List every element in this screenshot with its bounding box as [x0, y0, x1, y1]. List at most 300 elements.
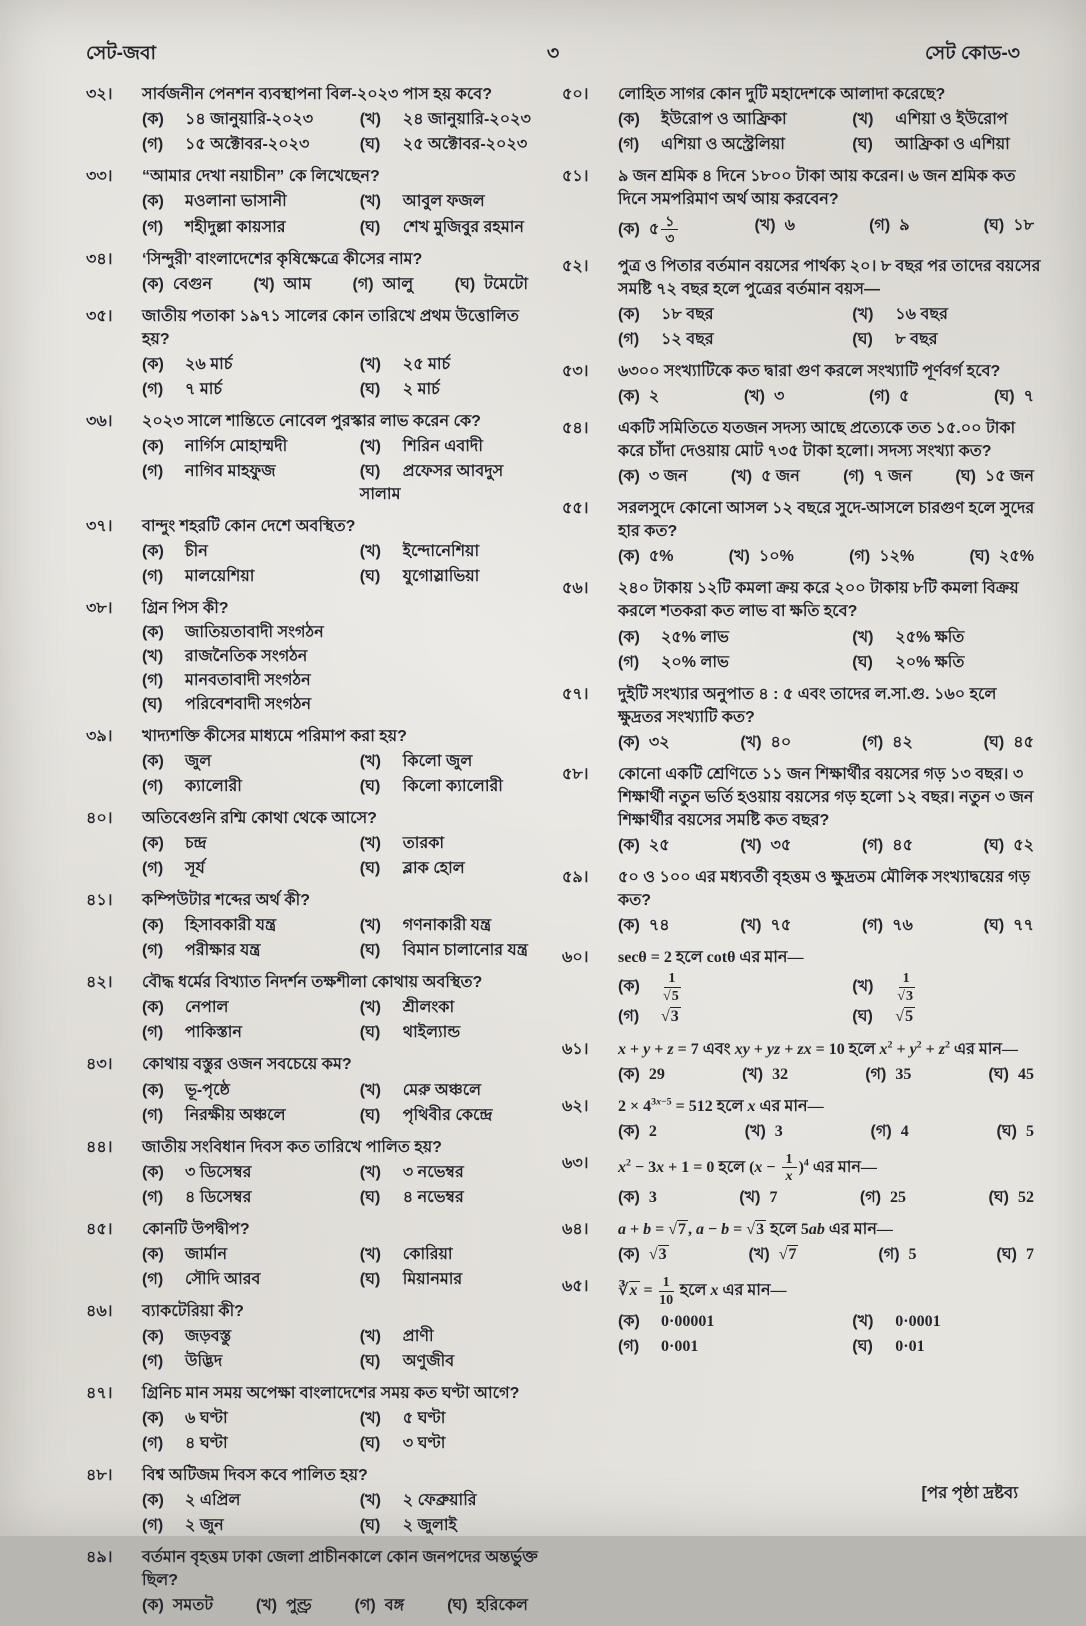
option-label: (গ) [142, 672, 164, 690]
question-stem: খাদ্যশক্তি কীসের মাধ্যমে পরিমাপ করা হয়? [142, 728, 407, 746]
question [86, 515, 538, 589]
option-label: (ক) [618, 628, 640, 646]
question [562, 497, 1044, 569]
option-label: (ক) [142, 1409, 164, 1427]
option [852, 1005, 1044, 1028]
question [562, 683, 1044, 755]
option-list [142, 995, 538, 1045]
option-text: ৫% [648, 548, 674, 566]
option-label: (খ) [142, 648, 164, 666]
question-body [618, 417, 1044, 489]
question-stem: কোনো একটি শ্রেণিতে ১১ জন শিক্ষার্থীর বয়সের গড় ১৩ বছর। ৩ শিক্ষার্থী নতুন ভর্তি হওয়ায় বয়সের গড় হলো ১২ বছর। নতুন ৩ জন শিক্ষার্থীর বয়সের সমষ্টি কত বছর? [618, 765, 1034, 829]
question-stem: লোহিত সাগর কোন দুটি মহাদেশকে আলাদা করেছে? [618, 86, 946, 104]
option-label: (ক) [142, 275, 164, 293]
option-text: মেরু অঞ্চলে [402, 1081, 482, 1099]
option-text: ৭ জন [873, 468, 913, 486]
option [618, 1063, 665, 1086]
option-label: (গ) [878, 1246, 900, 1264]
option-list [142, 189, 538, 239]
option-label: (গ) [618, 331, 640, 349]
option [862, 914, 913, 937]
option-text: টমেটো [484, 275, 528, 293]
option-text: সৌদি আরব [185, 1270, 261, 1288]
option-label: (গ) [142, 218, 164, 236]
question-body [618, 763, 1044, 858]
option-text: 45 [1017, 1065, 1034, 1083]
option-label: (গ) [869, 216, 891, 234]
option-list [142, 1324, 538, 1374]
option-label: (গ) [618, 1337, 640, 1355]
option-text: ১২ বছর [661, 331, 714, 349]
option-label: (ঘ) [852, 653, 873, 671]
question [562, 165, 1044, 247]
option-text: ৬ ঘণ্টা [185, 1409, 228, 1427]
option-text: ৮ বছর [895, 331, 938, 349]
option-text: ২৪ জানুয়ারি-২০২৩ [402, 111, 531, 129]
option-label: (ঘ) [359, 462, 381, 480]
option [360, 1243, 538, 1266]
option-list [142, 107, 538, 157]
option-list [142, 1593, 538, 1618]
question-stem: x + y + z = 7 এবং xy + yz + zx = 10 হলে $x^2 + y^2 + z^2$ এর মান— [618, 1039, 1018, 1058]
question [86, 725, 538, 799]
option [142, 857, 360, 880]
option-label: (গ) [142, 778, 164, 796]
option-label: (খ) [852, 977, 874, 995]
option [871, 1120, 909, 1143]
option-label: (গ) [862, 733, 884, 751]
option-label: (ঘ) [359, 1434, 381, 1452]
option-text [895, 969, 917, 1004]
option [360, 190, 538, 213]
option-text: চীন [185, 542, 208, 560]
option-text: ৬ [784, 216, 796, 234]
option-text: 0·0001 [895, 1312, 941, 1330]
option-text: শেখ মুজিবুর রহমান [402, 218, 524, 236]
question [562, 763, 1044, 858]
option-list [618, 730, 1044, 755]
option-text: ৩ জন [648, 468, 688, 486]
option-label: (ক) [142, 193, 164, 211]
option [360, 1021, 538, 1044]
option-text: ১২% [879, 548, 915, 566]
option-label: (খ) [743, 388, 765, 406]
option-label: (ক) [618, 1312, 640, 1330]
question-stem: ব্যাকটেরিয়া কী? [142, 1302, 244, 1320]
question-number: ৬৩। [562, 1154, 589, 1172]
option-label: (ক) [618, 1246, 640, 1264]
question-number: ৪২। [86, 974, 113, 992]
question-number: ৪০। [86, 810, 113, 828]
option [142, 435, 360, 458]
question-body [142, 889, 538, 963]
question-number: ৩৪। [86, 250, 113, 268]
option-list [142, 749, 538, 799]
option [360, 108, 538, 131]
question-stem: কোথায় বস্তুর ওজন সবচেয়ে কম? [142, 1056, 352, 1074]
option-label: (ঘ) [983, 733, 1005, 751]
question-body [618, 83, 1044, 157]
option [142, 460, 360, 506]
option-text: ২৫ মার্চ [402, 355, 451, 373]
question-stem: অতিবেগুনি রশ্মি কোথা থেকে আসে? [142, 810, 377, 828]
option-text: বেগুন [172, 275, 212, 293]
question-stem: কোনটি উপদ্বীপ? [142, 1220, 250, 1238]
option-label: (ঘ) [359, 860, 381, 878]
option-text: এশিয়া ও ইউরোপ [895, 111, 1008, 129]
option-text: ক্যালোরী [185, 778, 242, 796]
question-body [142, 515, 538, 589]
option-text: শ্রীলংকা [402, 999, 455, 1017]
option [731, 465, 800, 488]
option-label: (ঘ) [359, 942, 381, 960]
option [360, 857, 538, 880]
option [142, 378, 360, 401]
option-text: ৫ [899, 388, 910, 406]
option-label: (খ) [741, 1065, 764, 1083]
question-number: ৫৭। [562, 685, 589, 703]
option-text: ৪২ [892, 733, 913, 751]
option-list [618, 1242, 1044, 1267]
option-text: ২ মার্চ [402, 380, 440, 398]
option-label: (খ) [359, 542, 381, 560]
option-label: (ক) [142, 355, 164, 373]
option [360, 1407, 538, 1430]
question-number: ৪৯। [86, 1549, 113, 1567]
option [618, 1310, 852, 1333]
option-text: ভূ-পৃষ্ঠে [185, 1081, 230, 1099]
option-label: (খ) [359, 1327, 381, 1345]
option-text: 3 [774, 1122, 783, 1140]
question [86, 1464, 538, 1538]
option-label: (ঘ) [359, 1517, 381, 1535]
question-columns [0, 71, 1086, 1626]
question [562, 577, 1044, 674]
option-label: (ক) [618, 1189, 640, 1207]
question-stem: সরলসুদে কোনো আসল ১২ বছরে সুদে-আসলে চারগুণ হলে সুদের হার কত? [618, 500, 1035, 541]
option [142, 216, 360, 239]
option-text: পুণ্ড্র [286, 1597, 312, 1615]
option-text: ৪ ঘণ্টা [185, 1434, 228, 1452]
option-label: (ঘ) [359, 1270, 381, 1288]
option-label: (ঘ) [983, 216, 1005, 234]
option [360, 1104, 538, 1127]
option-text [661, 969, 683, 1004]
question-number: ৬৫। [562, 1278, 589, 1296]
option-list [618, 464, 1044, 489]
option-label: (ক) [142, 542, 164, 560]
option-text: ৯ [899, 216, 910, 234]
option-label: (ঘ) [359, 1024, 381, 1042]
cube-root: ∛x [618, 1282, 638, 1300]
option [142, 775, 360, 798]
option-label: (ক) [142, 917, 164, 935]
option-text: প্রাণী [402, 1327, 434, 1345]
option-text: মানবতাবাদী সংগঠন [185, 672, 311, 690]
option-label: (ক) [618, 306, 640, 324]
question-stem: বান্দুং শহরটি কোন দেশে অবস্থিত? [142, 517, 356, 535]
option [142, 273, 212, 296]
option-label: (গ) [142, 1024, 164, 1042]
question-stem: secθ = 2 হলে cotθ এর মান— [618, 948, 804, 966]
option-list [142, 1406, 538, 1456]
question [562, 866, 1044, 938]
question-number: ৪৫। [86, 1220, 113, 1238]
option-list [618, 107, 1044, 157]
option [740, 731, 791, 754]
option [360, 540, 538, 563]
option-label: (গ) [859, 1189, 882, 1207]
option-text: 52 [1018, 1189, 1034, 1207]
option-list [618, 1062, 1044, 1087]
option [852, 651, 1044, 674]
option-text: ২৫% ক্ষতি [895, 628, 965, 646]
option [739, 1186, 777, 1209]
option [618, 1243, 669, 1266]
option [969, 545, 1034, 568]
option-text: ৩ নভেম্বর [402, 1163, 464, 1181]
option-label: (ক) [142, 111, 164, 129]
page-header [0, 0, 1086, 71]
option [352, 273, 413, 296]
option-label: (গ) [868, 388, 891, 406]
option [142, 621, 538, 644]
option-label: (গ) [142, 942, 164, 960]
option-text: ৫ জন [761, 468, 800, 486]
option-text: ৭৬ [892, 916, 913, 934]
question [562, 1275, 1044, 1359]
question-body [142, 971, 538, 1045]
option-text: জাতিয়তাবাদী সংগঠন [185, 623, 324, 641]
option-label: (ঘ) [359, 218, 381, 236]
option-text: ২ এপ্রিল [185, 1491, 241, 1509]
option [618, 626, 852, 649]
option [142, 1325, 360, 1348]
option-text: ৩ [773, 388, 785, 406]
question-number: ৫৬। [562, 580, 589, 598]
option-list [142, 1160, 538, 1210]
option-text: ৪৫ [892, 836, 913, 854]
option [142, 1104, 360, 1127]
option-label: (গ) [618, 1008, 640, 1026]
option-label: (খ) [739, 1189, 761, 1207]
option-text: শহীদুল্লা কায়সার [185, 218, 286, 236]
option-label: (ঘ) [996, 1246, 1017, 1264]
option-text: যুগোস্লাভিয়া [402, 567, 480, 585]
option-text: ২০% ক্ষতি [895, 653, 965, 671]
option-label: (ঘ) [852, 136, 873, 154]
option-text: 35 [895, 1065, 912, 1083]
option-text: ২ ফেব্রুয়ারি [402, 1491, 477, 1509]
option-text: ১৫ জন [984, 468, 1034, 486]
question-body [142, 410, 538, 507]
option-list [142, 539, 538, 589]
option-text: 25 [890, 1189, 907, 1207]
option-list [618, 544, 1044, 569]
option [253, 273, 311, 296]
option-label: (খ) [359, 999, 381, 1017]
question-stem: বর্তমান বৃহত্তম ঢাকা জেলা প্রাচীনকালে কোন জনপদের অন্তর্ভুক্ত ছিল? [142, 1549, 538, 1590]
option [360, 1432, 538, 1455]
option-label: (ঘ) [852, 1337, 873, 1355]
option-label: (ক) [618, 733, 640, 751]
option-text: সমতট [172, 1597, 214, 1615]
question-body [142, 1218, 538, 1292]
square-root: √3 [746, 1221, 765, 1239]
question-number: ৪৬। [86, 1302, 113, 1320]
question-body [142, 807, 538, 881]
option-label: (ঘ) [994, 388, 1015, 406]
option-label: (খ) [359, 753, 381, 771]
option [749, 1243, 799, 1266]
question-stem: বৌদ্ধ ধর্মের বিখ্যাত নিদর্শন তক্ষশীলা কোথায় অবস্থিত? [142, 974, 483, 992]
option [984, 731, 1034, 754]
option-label: (খ) [744, 1122, 766, 1140]
question-body [618, 946, 1044, 1030]
option-text: ১৪ জানুয়ারি-২০২৩ [185, 111, 314, 129]
option-text: থাইল্যান্ড [402, 1024, 461, 1042]
option [360, 460, 538, 506]
option [142, 353, 360, 376]
option-text: ২৫ অক্টোবর-২০২৩ [402, 136, 528, 154]
option-text: ৩ ঘণ্টা [402, 1434, 446, 1452]
question-number: ৬৪। [562, 1221, 589, 1239]
option-text: আবুল ফজল [402, 193, 485, 211]
question [86, 305, 538, 402]
option [618, 108, 852, 131]
option-label: (খ) [359, 1409, 381, 1427]
option [618, 971, 852, 1004]
question-stem: ২০২৩ সালে শান্তিতে নোবেল পুরস্কার লাভ করেন কে? [142, 412, 481, 430]
option-label: (খ) [740, 733, 762, 751]
question-number: ৪৩। [86, 1056, 113, 1074]
option [360, 1489, 538, 1512]
question-number: ৫৪। [562, 420, 589, 438]
option-label: (ক) [142, 1081, 164, 1099]
option-text: ৭৫ [770, 916, 792, 934]
option [256, 1594, 312, 1617]
option-text: কিলো ক্যালোরী [402, 778, 503, 796]
option-list [618, 625, 1044, 675]
option-label: (খ) [852, 111, 874, 129]
option [142, 540, 360, 563]
option [360, 832, 538, 855]
option-label: (গ) [142, 136, 164, 154]
option [360, 1268, 538, 1291]
option [984, 834, 1034, 857]
option-text: জার্মান [185, 1245, 228, 1263]
option-text: নার্গিস মোহাম্মদী [185, 437, 288, 455]
option [360, 1186, 538, 1209]
question-stem: ৯ জন শ্রমিক ৪ দিনে ১৮০০ টাকা আয় করেন। ৬ জন শ্রমিক কত দিনে সমপরিমাণ অর্থ আয় করবেন? [618, 168, 1016, 209]
fraction: $\frac{1}{√3}$ [897, 969, 914, 1004]
option-label: (ঘ) [988, 1065, 1009, 1083]
question-number: ৫৮। [562, 765, 589, 783]
option-label: (খ) [359, 835, 381, 853]
option [740, 834, 791, 857]
question-body [618, 165, 1044, 247]
option [360, 216, 538, 239]
square-root: √7 [778, 1246, 797, 1264]
option-label: (ঘ) [447, 1597, 468, 1615]
option-text: নাগিব মাহফুজ [185, 462, 276, 480]
question-number: ৬২। [562, 1097, 589, 1115]
option-text: ২ জুলাই [402, 1517, 457, 1535]
question-number: ৩৯। [86, 728, 113, 746]
option [142, 996, 360, 1019]
question [86, 1546, 538, 1618]
option-text: সূর্য [185, 860, 205, 878]
option [360, 914, 538, 937]
option-label: (ঘ) [955, 468, 976, 486]
option [360, 378, 538, 401]
option-text: প্রফেসর আবদুস সালাম [359, 462, 504, 503]
option-text: ৭৭ [1013, 916, 1034, 934]
option-label: (খ) [748, 1246, 770, 1264]
question-number: ৪৭। [86, 1384, 113, 1402]
option [988, 1186, 1034, 1209]
option [618, 1186, 657, 1209]
question [86, 1382, 538, 1456]
option-text: জুল [185, 753, 212, 771]
option-text: হিসাবকারী যন্ত্র [185, 917, 277, 935]
option-text [895, 1007, 915, 1025]
page-footer [922, 1482, 1019, 1506]
question-stem: দুইটি সংখ্যার অনুপাত ৪ : ৫ এবং তাদের ল.সা.গু. ১৬০ হলে ক্ষুদ্রতর সংখ্যাটি কত? [618, 685, 997, 726]
option-text: ৭ [1023, 388, 1034, 406]
square-root: √3 [648, 1246, 667, 1264]
option [618, 1005, 852, 1028]
option [142, 565, 360, 588]
option [142, 1161, 360, 1184]
option-text: নিরক্ষীয় অঞ্চলে [185, 1106, 286, 1124]
option [852, 1335, 1044, 1358]
option [869, 385, 910, 408]
question-body [142, 83, 538, 157]
page-number: ৩ [546, 43, 560, 64]
option-list [142, 352, 538, 402]
option-label: (গ) [142, 1106, 164, 1124]
option-label: (গ) [142, 1352, 164, 1370]
question-body [618, 866, 1044, 938]
question-stem: জাতীয় সংবিধান দিবস কত তারিখে পালিত হয়? [142, 1138, 442, 1156]
option-label: (গ) [354, 1597, 376, 1615]
option-text: পরিবেশবাদী সংগঠন [185, 696, 312, 714]
option [852, 626, 1044, 649]
option-list [142, 913, 538, 963]
question-body [142, 1546, 538, 1618]
option-label: (ক) [142, 835, 164, 853]
option-text: ৫২ [1013, 836, 1034, 854]
option [142, 1489, 360, 1512]
option-label: (ক) [618, 468, 640, 486]
option-label: (ক) [618, 977, 640, 995]
question-body [618, 1218, 1044, 1267]
option-text [649, 1245, 669, 1263]
option-text: নেপাল [185, 999, 229, 1017]
option-list [142, 1078, 538, 1128]
option-label: (খ) [740, 916, 762, 934]
option-list [142, 1488, 538, 1538]
option-label: (খ) [359, 1163, 381, 1181]
option-label: (ক) [142, 753, 164, 771]
question-number: ৬০। [562, 948, 589, 966]
option-label: (গ) [870, 1122, 892, 1140]
option-list [618, 833, 1044, 858]
option [618, 914, 670, 937]
question [562, 946, 1044, 1030]
option [355, 1594, 405, 1617]
